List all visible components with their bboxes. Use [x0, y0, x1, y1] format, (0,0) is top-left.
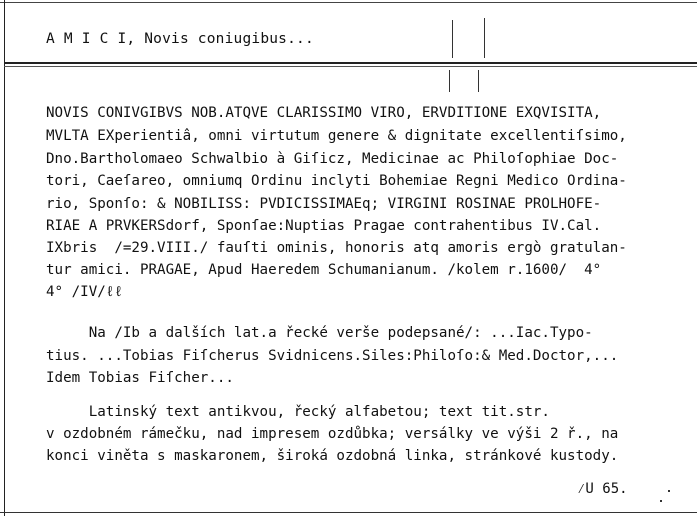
- title-line: RIAE A PRVKERSdorf, Sponſae:Nuptias Pragae contrahentibus IV.Cal.: [46, 218, 602, 234]
- note-line: Na /Ib a dalších lat.a řecké verše podepsané/: ...Iac.Typo-: [46, 325, 593, 341]
- ink-dot: [668, 490, 670, 492]
- description-line: konci viněta s maskaronem, široká ozdobná linka, stránkové kustody.: [46, 448, 619, 464]
- punch-mark: [484, 18, 485, 58]
- punch-mark: [452, 20, 453, 58]
- card-heading: A M I C I, Novis coniugibus...: [46, 31, 314, 47]
- note-line: tius. ...Tobias Fiſcherus Svidnicens.Siles:Philoſo:& Med.Doctor,...: [46, 348, 619, 364]
- title-line: tur amici. PRAGAE, Apud Haeredem Schumanianum. /kolem r.1600/ 4°: [46, 262, 602, 278]
- title-line: rio, Sponſo: & NOBILISS: PVDICISSIMAEq; VIRGINI ROSINAE PROLHOFE-: [46, 196, 602, 212]
- punch-mark: [449, 70, 450, 92]
- card-left-edge: [4, 0, 5, 516]
- ink-dot: [660, 500, 662, 502]
- shelf-mark: ⁄U 65.: [577, 481, 628, 497]
- title-line: tori, Caeſareo, omniumq Ordinu inclyti Bohemiae Regni Medico Ordina-: [46, 173, 627, 189]
- description-line: v ozdobném rámečku, nad impresem ozdůbka; versálky ve výši 2 ř., na: [46, 426, 619, 442]
- title-line: MVLTA EXperientiâ, omni virtutum genere & dignitate excellentiſsimo,: [46, 128, 627, 144]
- title-line: IXbris /=29.VIII./ fauſti ominis, honoris atq amoris ergò gratulan-: [46, 240, 627, 256]
- description-line: Latinský text antikvou, řecký alfabetou; text tit.str.: [46, 404, 550, 420]
- card-top-edge: [0, 2, 697, 3]
- header-rule: [4, 62, 697, 64]
- punch-mark: [478, 70, 479, 92]
- title-line: NOVIS CONIVGIBVS NOB.ATQVE CLARISSIMO VIRO, ERVDITIONE EXQVISITA,: [46, 105, 602, 121]
- title-line: 4° /IV/ℓℓ: [46, 284, 123, 300]
- card-bottom-edge: [0, 512, 697, 513]
- header-rule-secondary: [4, 66, 697, 67]
- note-line: Idem Tobias Fiſcher...: [46, 370, 234, 386]
- title-line: Dno.Bartholomaeo Schwalbio à Giſicz, Medicinae ac Philoſophiae Doc-: [46, 151, 619, 167]
